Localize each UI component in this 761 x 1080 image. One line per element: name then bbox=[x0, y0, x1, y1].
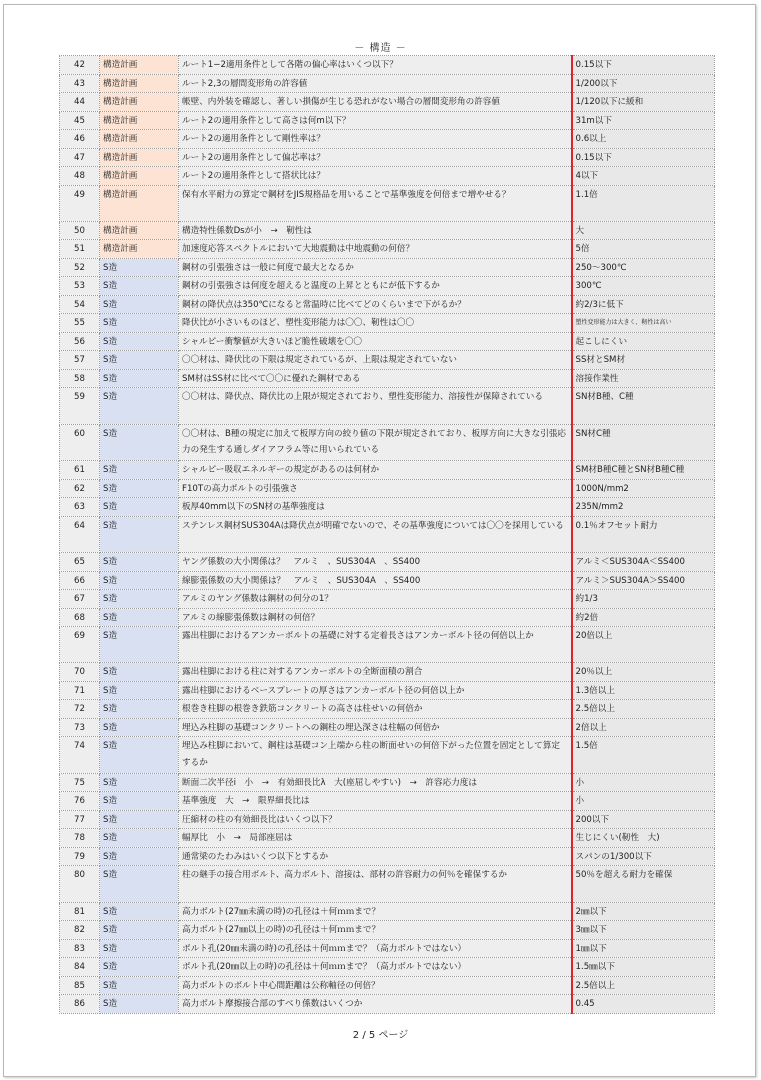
table-row bbox=[60, 737, 715, 773]
row-category: S造 bbox=[100, 277, 179, 296]
table-row bbox=[60, 498, 715, 517]
row-question: ルート2の適用条件として搭状比は？ bbox=[179, 167, 572, 186]
table-row bbox=[60, 571, 715, 590]
row-number: 46 bbox=[60, 130, 100, 149]
row-category: S造 bbox=[100, 663, 179, 682]
row-answer: 50％を超える耐力を確保 bbox=[572, 866, 715, 902]
row-number: 68 bbox=[60, 608, 100, 627]
table-row bbox=[60, 314, 715, 333]
row-number: 59 bbox=[60, 388, 100, 424]
table-row bbox=[60, 663, 715, 682]
row-answer: 生じにくい(靭性 大) bbox=[572, 829, 715, 848]
table-row bbox=[60, 332, 715, 351]
row-question: SM材はSS材に比べて〇〇に優れた鋼材である bbox=[179, 369, 572, 388]
row-category: S造 bbox=[100, 571, 179, 590]
row-number: 53 bbox=[60, 277, 100, 296]
row-answer: スパンの1/300以下 bbox=[572, 847, 715, 866]
row-number: 86 bbox=[60, 995, 100, 1014]
table-row bbox=[60, 461, 715, 480]
table-row bbox=[60, 627, 715, 663]
row-question: 線膨張係数の大小関係は？ アルミ 、SUS304A 、SS400 bbox=[179, 571, 572, 590]
row-category: S造 bbox=[100, 773, 179, 792]
row-number: 61 bbox=[60, 461, 100, 480]
row-number: 85 bbox=[60, 976, 100, 995]
row-answer: 2㎜以下 bbox=[572, 902, 715, 921]
table-row bbox=[60, 829, 715, 848]
row-question: 埋込み柱脚の基礎コンクリートへの鋼柱の埋込深さは柱幅の何倍か bbox=[179, 718, 572, 737]
table-row bbox=[60, 553, 715, 572]
row-answer: アルミ＞SUS304A＞SS400 bbox=[572, 571, 715, 590]
table-row bbox=[60, 351, 715, 370]
row-number: 73 bbox=[60, 718, 100, 737]
row-number: 75 bbox=[60, 773, 100, 792]
row-question: シャルピー吸収エネルギーの規定があるのは何材か bbox=[179, 461, 572, 480]
row-number: 65 bbox=[60, 553, 100, 572]
row-question: 保有水平耐力の算定で鋼材をJIS規格品を用いることで基準強度を何倍まで増やせる？ bbox=[179, 185, 572, 221]
row-question: 根巻き柱脚の根巻き鉄筋コンクリートの高さは柱せいの何倍か bbox=[179, 700, 572, 719]
row-question: 構造特性係数Dsが小 → 靭性は bbox=[179, 221, 572, 240]
table-row bbox=[60, 258, 715, 277]
row-category: S造 bbox=[100, 369, 179, 388]
row-category: S造 bbox=[100, 995, 179, 1014]
table-row bbox=[60, 590, 715, 609]
row-category: 構造計画 bbox=[100, 221, 179, 240]
row-category: S造 bbox=[100, 314, 179, 333]
row-answer: 2倍以上 bbox=[572, 718, 715, 737]
row-answer: 4以下 bbox=[572, 167, 715, 186]
row-number: 55 bbox=[60, 314, 100, 333]
row-number: 83 bbox=[60, 939, 100, 958]
row-answer: 塑性変形能力は大きく、靭性は高い bbox=[572, 314, 715, 333]
row-answer: 300℃ bbox=[572, 277, 715, 296]
row-number: 42 bbox=[60, 56, 100, 75]
row-answer: 0.15以下 bbox=[572, 148, 715, 167]
row-category: 構造計画 bbox=[100, 240, 179, 259]
row-question: ステンレス鋼材SUS304Aは降伏点が明確でないので、その基準強度については〇〇を採用している bbox=[179, 516, 572, 552]
row-category: S造 bbox=[100, 590, 179, 609]
row-category: S造 bbox=[100, 627, 179, 663]
table-row bbox=[60, 773, 715, 792]
row-question: ルート2の適用条件として剛性率は？ bbox=[179, 130, 572, 149]
table-row bbox=[60, 369, 715, 388]
row-question: 降伏比が小さいものほど、塑性変形能力は〇〇、靭性は〇〇 bbox=[179, 314, 572, 333]
row-answer: 1㎜以下 bbox=[572, 939, 715, 958]
row-category: 構造計画 bbox=[100, 111, 179, 130]
row-number: 76 bbox=[60, 792, 100, 811]
table-row bbox=[60, 56, 715, 75]
row-answer: 約2倍 bbox=[572, 608, 715, 627]
row-answer: 2.5倍以上 bbox=[572, 976, 715, 995]
row-category: 構造計画 bbox=[100, 74, 179, 93]
row-number: 51 bbox=[60, 240, 100, 259]
row-category: 構造計画 bbox=[100, 167, 179, 186]
row-answer: 1.3倍以上 bbox=[572, 681, 715, 700]
row-question: 圧縮材の柱の有効細長比はいくつ以下？ bbox=[179, 810, 572, 829]
row-answer: 小 bbox=[572, 792, 715, 811]
row-category: 構造計画 bbox=[100, 93, 179, 112]
row-question: 〇〇材は、降伏点、降伏比の上限が規定されており、塑性変形能力、溶接性が保障されている bbox=[179, 388, 572, 424]
row-category: 構造計画 bbox=[100, 56, 179, 75]
row-question: 埋込み柱脚において、鋼柱は基礎コン上端から柱の断面せいの何倍下がった位置を固定として算定するか bbox=[179, 737, 572, 773]
row-question: 柱の継手の接合用ボルト、高力ボルト、溶接は、部材の許容耐力の何％を確保するか bbox=[179, 866, 572, 902]
row-question: 露出柱脚におけるベースプレートの厚さはアンカーボルト径の何倍以上か bbox=[179, 681, 572, 700]
row-number: 84 bbox=[60, 958, 100, 977]
row-answer: 起こしにくい bbox=[572, 332, 715, 351]
row-number: 54 bbox=[60, 295, 100, 314]
row-question: 高力ボルト(27㎜未満の時)の孔径は＋何ｍｍまで？ bbox=[179, 902, 572, 921]
row-category: S造 bbox=[100, 718, 179, 737]
row-answer: 約2/3に低下 bbox=[572, 295, 715, 314]
row-answer: 溶接作業性 bbox=[572, 369, 715, 388]
row-answer: 31m以下 bbox=[572, 111, 715, 130]
row-number: 48 bbox=[60, 167, 100, 186]
row-number: 72 bbox=[60, 700, 100, 719]
table-row bbox=[60, 388, 715, 424]
row-question: ルート2の適用条件として偏芯率は？ bbox=[179, 148, 572, 167]
table-row bbox=[60, 479, 715, 498]
row-category: S造 bbox=[100, 388, 179, 424]
table-row bbox=[60, 185, 715, 221]
row-question: ルート2,3の層間変形角の許容値 bbox=[179, 74, 572, 93]
row-number: 64 bbox=[60, 516, 100, 552]
row-answer: SM材B種C種とSN材B種C種 bbox=[572, 461, 715, 480]
row-question: F10Tの高力ボルトの引張強さ bbox=[179, 479, 572, 498]
row-category: S造 bbox=[100, 958, 179, 977]
row-category: 構造計画 bbox=[100, 148, 179, 167]
row-answer: 1000N/mm2 bbox=[572, 479, 715, 498]
table-row bbox=[60, 995, 715, 1014]
row-number: 71 bbox=[60, 681, 100, 700]
row-answer: 約1/3 bbox=[572, 590, 715, 609]
row-answer: 250～300℃ bbox=[572, 258, 715, 277]
row-question: ボルト孔(20㎜未満の時)の孔径は＋何ｍｍまで？（高力ボルトではない） bbox=[179, 939, 572, 958]
table-row bbox=[60, 277, 715, 296]
row-answer: 2.5倍以上 bbox=[572, 700, 715, 719]
row-category: S造 bbox=[100, 792, 179, 811]
row-category: S造 bbox=[100, 810, 179, 829]
row-answer: 1.5倍 bbox=[572, 737, 715, 773]
row-question: 高力ボルト(27㎜以上の時)の孔径は＋何ｍｍまで？ bbox=[179, 921, 572, 940]
table-row bbox=[60, 792, 715, 811]
row-question: ヤング係数の大小関係は？ アルミ 、SUS304A 、SS400 bbox=[179, 553, 572, 572]
row-question: 断面二次半径i 小 → 有効細長比λ 大(座屈しやすい) → 許容応力度は bbox=[179, 773, 572, 792]
row-category: S造 bbox=[100, 479, 179, 498]
table-row bbox=[60, 130, 715, 149]
row-category: S造 bbox=[100, 681, 179, 700]
row-answer: 0.45 bbox=[572, 995, 715, 1014]
row-question: 鋼材の引張強さは何度を超えると温度の上昇とともにが低下するか bbox=[179, 277, 572, 296]
table-row bbox=[60, 167, 715, 186]
row-question: 加速度応答スペクトルにおいて大地震動は中地震動の何倍？ bbox=[179, 240, 572, 259]
row-number: 74 bbox=[60, 737, 100, 773]
row-category: S造 bbox=[100, 921, 179, 940]
row-category: S造 bbox=[100, 902, 179, 921]
row-answer: 0.1％オフセット耐力 bbox=[572, 516, 715, 552]
row-question: 板厚40mm以下のSN材の基準強度は bbox=[179, 498, 572, 517]
table-row bbox=[60, 111, 715, 130]
row-number: 63 bbox=[60, 498, 100, 517]
row-answer: 5倍 bbox=[572, 240, 715, 259]
row-answer: SN材C種 bbox=[572, 424, 715, 460]
row-answer: SS材とSM材 bbox=[572, 351, 715, 370]
row-question: ボルト孔(20㎜以上の時)の孔径は＋何ｍｍまで？（高力ボルトではない） bbox=[179, 958, 572, 977]
row-number: 60 bbox=[60, 424, 100, 460]
page-title: － 構造 － bbox=[354, 43, 407, 54]
row-number: 81 bbox=[60, 902, 100, 921]
table-row bbox=[60, 221, 715, 240]
row-number: 66 bbox=[60, 571, 100, 590]
row-answer: 20％以上 bbox=[572, 663, 715, 682]
row-number: 67 bbox=[60, 590, 100, 609]
question-table bbox=[59, 55, 715, 1014]
row-number: 43 bbox=[60, 74, 100, 93]
row-category: S造 bbox=[100, 295, 179, 314]
row-category: S造 bbox=[100, 700, 179, 719]
row-number: 50 bbox=[60, 221, 100, 240]
table-row bbox=[60, 295, 715, 314]
row-category: S造 bbox=[100, 866, 179, 902]
row-question: 鋼材の降伏点は350℃になると常温時に比べてどのくらいまで下がるか？ bbox=[179, 295, 572, 314]
row-answer: 1.1倍 bbox=[572, 185, 715, 221]
table-row bbox=[60, 74, 715, 93]
row-answer: 小 bbox=[572, 773, 715, 792]
table-row bbox=[60, 718, 715, 737]
row-category: S造 bbox=[100, 608, 179, 627]
row-category: 構造計画 bbox=[100, 185, 179, 221]
row-category: 構造計画 bbox=[100, 130, 179, 149]
row-number: 62 bbox=[60, 479, 100, 498]
row-category: S造 bbox=[100, 258, 179, 277]
row-number: 70 bbox=[60, 663, 100, 682]
row-question: 〇〇材は、降伏比の下限は規定されているが、上限は規定されていない bbox=[179, 351, 572, 370]
table-row bbox=[60, 810, 715, 829]
row-category: S造 bbox=[100, 976, 179, 995]
row-answer: 200以下 bbox=[572, 810, 715, 829]
row-question: 基準強度 大 → 限界細長比は bbox=[179, 792, 572, 811]
row-number: 58 bbox=[60, 369, 100, 388]
row-number: 56 bbox=[60, 332, 100, 351]
row-number: 80 bbox=[60, 866, 100, 902]
row-answer: 1/120以下に緩和 bbox=[572, 93, 715, 112]
table-row bbox=[60, 148, 715, 167]
row-answer: 235N/mm2 bbox=[572, 498, 715, 517]
row-category: S造 bbox=[100, 424, 179, 460]
row-number: 44 bbox=[60, 93, 100, 112]
row-number: 78 bbox=[60, 829, 100, 848]
table-row bbox=[60, 939, 715, 958]
row-category: S造 bbox=[100, 737, 179, 773]
table-row bbox=[60, 976, 715, 995]
table-row bbox=[60, 240, 715, 259]
row-number: 49 bbox=[60, 185, 100, 221]
row-category: S造 bbox=[100, 829, 179, 848]
row-question: アルミの線膨張係数は鋼材の何倍？ bbox=[179, 608, 572, 627]
table-row bbox=[60, 516, 715, 552]
row-category: S造 bbox=[100, 553, 179, 572]
page-footer: 2 / 5 ページ bbox=[352, 1030, 409, 1041]
row-number: 79 bbox=[60, 847, 100, 866]
table-row bbox=[60, 902, 715, 921]
table-row bbox=[60, 700, 715, 719]
row-number: 47 bbox=[60, 148, 100, 167]
row-category: S造 bbox=[100, 351, 179, 370]
row-number: 82 bbox=[60, 921, 100, 940]
row-number: 45 bbox=[60, 111, 100, 130]
row-answer: 3㎜以下 bbox=[572, 921, 715, 940]
answer-column-divider bbox=[571, 55, 573, 1014]
row-question: 帳壁、内外装を確認し、著しい損傷が生じる恐れがない場合の層間変形角の許容値 bbox=[179, 93, 572, 112]
row-question: 高力ボルトのボルト中心間距離は公称軸径の何倍？ bbox=[179, 976, 572, 995]
row-answer: 20倍以上 bbox=[572, 627, 715, 663]
table-row bbox=[60, 93, 715, 112]
row-category: S造 bbox=[100, 332, 179, 351]
row-question: 通常梁のたわみはいくつ以下とするか bbox=[179, 847, 572, 866]
row-number: 77 bbox=[60, 810, 100, 829]
row-answer: 0.15以下 bbox=[572, 56, 715, 75]
row-question: 露出柱脚における柱に対するアンカーボルトの全断面積の割合 bbox=[179, 663, 572, 682]
row-question: 高力ボルト摩擦接合部のすべり係数はいくつか bbox=[179, 995, 572, 1014]
table-row bbox=[60, 681, 715, 700]
table-row bbox=[60, 608, 715, 627]
row-answer: アルミ＜SUS304A＜SS400 bbox=[572, 553, 715, 572]
row-answer: 0.6以上 bbox=[572, 130, 715, 149]
row-category: S造 bbox=[100, 939, 179, 958]
row-category: S造 bbox=[100, 847, 179, 866]
table-row bbox=[60, 921, 715, 940]
row-question: シャルピー衝撃値が大きいほど脆性破壊を〇〇 bbox=[179, 332, 572, 351]
row-answer: SN材B種、C種 bbox=[572, 388, 715, 424]
row-question: ルート2の適用条件として高さは何m以下？ bbox=[179, 111, 572, 130]
row-question: 幅厚比 小 → 局部座屈は bbox=[179, 829, 572, 848]
row-category: S造 bbox=[100, 516, 179, 552]
table-row bbox=[60, 424, 715, 460]
table-row bbox=[60, 866, 715, 902]
row-answer: 大 bbox=[572, 221, 715, 240]
row-category: S造 bbox=[100, 498, 179, 517]
row-question: 露出柱脚におけるアンカーボルトの基礎に対する定着長さはアンカーボルト径の何倍以上か bbox=[179, 627, 572, 663]
table-row bbox=[60, 958, 715, 977]
row-question: 〇〇材は、B種の規定に加えて板厚方向の絞り値の下限が規定されており、板厚方向に大きな引張応力の発生する通しダイアフラム等に用いられている bbox=[179, 424, 572, 460]
row-question: アルミのヤング係数は鋼材の何分の1？ bbox=[179, 590, 572, 609]
row-category: S造 bbox=[100, 461, 179, 480]
row-answer: 1.5㎜以下 bbox=[572, 958, 715, 977]
row-number: 57 bbox=[60, 351, 100, 370]
row-answer: 1/200以下 bbox=[572, 74, 715, 93]
row-number: 52 bbox=[60, 258, 100, 277]
row-question: ルート1−2適用条件として各階の偏心率はいくつ以下？ bbox=[179, 56, 572, 75]
row-question: 鋼材の引張強さは一般に何度で最大となるか bbox=[179, 258, 572, 277]
row-number: 69 bbox=[60, 627, 100, 663]
table-row bbox=[60, 847, 715, 866]
